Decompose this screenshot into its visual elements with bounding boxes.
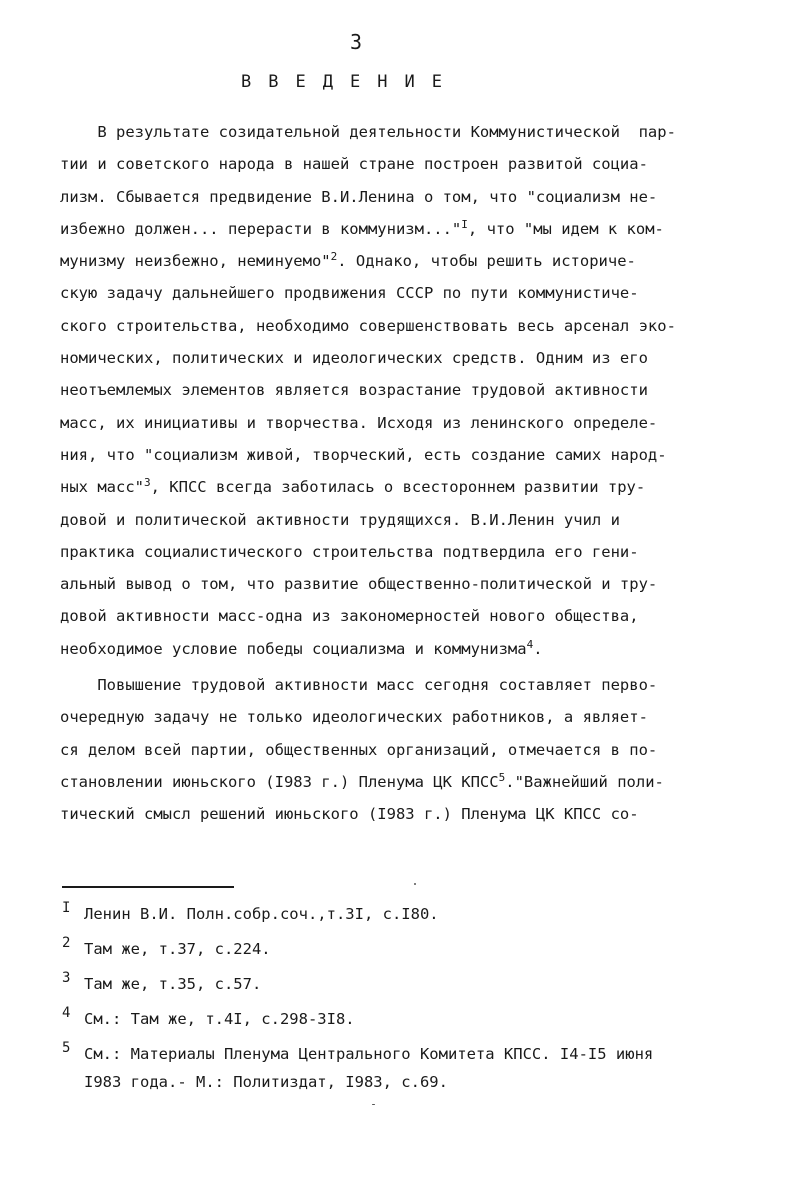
text-line [60,342,760,374]
footnote-text: Там же, т.35, с.57. [84,975,262,993]
text-line [60,407,760,439]
text-line [60,116,760,148]
footnotes [62,900,762,1103]
text-run: ся делом всей партии, общественных организаций, отмечается в по- [60,740,658,759]
text-line [60,439,760,471]
footnote-number: 2 [62,935,71,951]
footnote [62,1040,762,1096]
text-line [60,504,760,536]
text-run: ."Важнейший поли- [505,772,664,791]
text-run: альный вывод о том, что развитие общественно-политической и тру- [60,575,658,594]
text-run: избежно должен... перерасти в коммунизм..." [60,219,462,238]
text-line [60,734,760,766]
text-run: ных масс" [60,478,144,497]
text-run: тический смысл решений июньского (I983 г.) Пленума ЦК КПСС со- [60,805,639,824]
footnote [62,970,762,998]
text-line [60,701,760,733]
text-line [60,245,760,277]
text-run: неотъемлемых элементов является возрастание трудовой активности [60,381,648,400]
page-number: 3 [349,30,363,54]
text-run: . [533,639,543,658]
text-run: В результате созидательной деятельности Коммунистической пар- [60,123,676,141]
text-line [60,374,760,406]
text-run: практика социалистического строительства подтвердила его гени- [60,542,639,561]
text-line [60,600,760,632]
text-run: мунизму неизбежно, неминуемо" [60,252,331,271]
text-line [60,148,760,180]
text-line [60,568,760,600]
text-line [60,310,760,342]
footnote-reference: 4 [526,637,534,651]
footnote-reference: 3 [144,476,151,490]
footnote [62,935,762,963]
text-run: , что "мы идем к ком- [467,219,664,238]
footnote-number: 3 [62,970,71,986]
scan-speck [414,883,416,885]
text-run: скую задачу дальнейшего продвижения СССР по пути коммунистиче- [60,284,639,303]
text-run: довой и политической активности трудящихся. В.И.Ленин учил и [60,510,620,529]
text-run: Повышение трудовой активности масс сегодня составляет перво- [60,676,658,695]
footnote-text: См.: Материалы Пленума Центрального Комитета КПСС. I4-I5 июня I983 года.- М.: Политиздат, I983, с.69. [84,1045,654,1091]
footnote-text: См.: Там же, т.4I, с.298-3I8. [84,1010,355,1028]
text-line [60,633,760,665]
text-line [60,766,760,798]
text-run: очередную задачу не только идеологических работников, а являет- [60,708,648,727]
text-run: . Однако, чтобы решить историче- [337,252,636,271]
text-run: становлении июньского (I983 г.) Пленума ЦК КПСС [60,772,499,791]
text-run: тии и советского народа в нашей стране построен развитой социа- [60,155,648,174]
text-line [60,798,760,830]
text-run: необходимое условие победы социализма и коммунизма [60,639,527,658]
text-run: масс, их инициативы и творчества. Исходя из ленинского определе- [60,413,658,432]
text-run: номических, политических и идеологических средств. Одним из его [60,349,648,368]
text-line [60,181,760,213]
text-run: лизм. Сбывается предвидение В.И.Ленина о том, что "социализм не- [60,187,658,206]
scan-speck [372,1104,375,1105]
section-heading: ВВЕДЕНИЕ [241,72,459,92]
footnote-number: 4 [62,1005,71,1021]
text-run: , КПСС всегда заботилась о всестороннем развитии тру- [150,478,646,497]
footnote-reference: 5 [498,770,506,784]
text-run: ния, что "социализм живой, творческий, есть создание самих народ- [60,445,667,464]
body-text [60,116,760,831]
footnote-number: 5 [62,1040,71,1056]
text-line [60,213,760,245]
text-run: довой активности масс-одна из закономерностей нового общества, [60,607,639,626]
footnote [62,1005,762,1033]
text-line [60,669,760,701]
text-line [60,277,760,309]
footnote [62,900,762,928]
footnote-divider [62,886,234,888]
footnote-reference: I [461,217,468,231]
text-line [60,536,760,568]
footnote-reference: 2 [330,250,338,264]
text-run: ского строительства, необходимо совершенствовать весь арсенал эко- [60,316,676,335]
footnote-number: I [62,900,71,916]
text-line [60,471,760,503]
footnote-text: Ленин В.И. Полн.собр.соч.,т.3I, с.I80. [84,905,439,923]
footnote-text: Там же, т.37, с.224. [84,940,271,958]
